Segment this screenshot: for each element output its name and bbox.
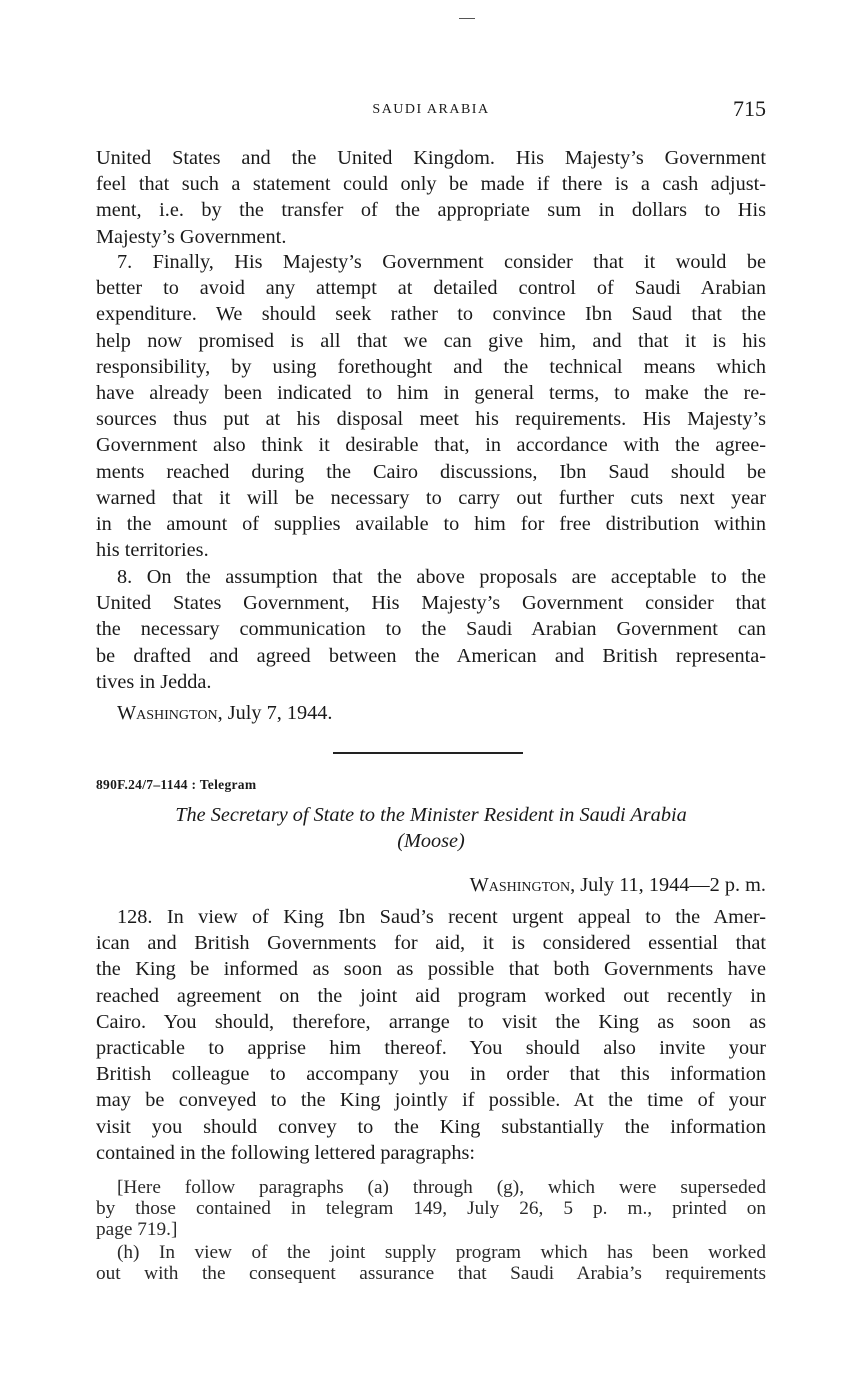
text-line: 128. In view of King Ibn Saud’s recent urgent appeal to the Amer- bbox=[117, 906, 766, 928]
text-line: the King be informed as soon as possible that both Governments have bbox=[96, 958, 766, 981]
text-line: contained in the following lettered paragraphs: bbox=[96, 1141, 476, 1164]
text-line: be drafted and agreed between the American and British representa- bbox=[96, 644, 766, 667]
text-line: Government also think it desirable that, in accordance with the agree- bbox=[96, 434, 766, 457]
page-number: 715 bbox=[733, 96, 766, 121]
text-line: help now promised is all that we can give him, and that it is his bbox=[96, 329, 766, 352]
paragraph-128 bbox=[96, 904, 766, 1166]
text-line: 7. Finally, His Majesty’s Government consider that it would be bbox=[117, 251, 766, 273]
section-divider bbox=[333, 752, 523, 754]
text-line: reached agreement on the joint aid program worked out recently in bbox=[96, 984, 766, 1007]
continued-paragraph bbox=[96, 145, 766, 250]
file-reference: 890F.24/7–1144 : Telegram bbox=[96, 777, 257, 792]
text-line: Majesty’s Government. bbox=[96, 225, 287, 248]
text-line: visit you should convey to the King substantially the information bbox=[96, 1115, 766, 1138]
text-line: ments reached during the Cairo discussions, Ibn Saud should be bbox=[96, 460, 766, 483]
text-line: expenditure. We should seek rather to convince Ibn Saud that the bbox=[96, 303, 766, 326]
heading-line: The Secretary of State to the Minister Resident in Saudi Arabia bbox=[175, 804, 687, 826]
dateline-date: , July 11, 1944—2 p. m. bbox=[570, 874, 766, 896]
text-line: responsibility, by using forethought and the technical means which bbox=[96, 355, 766, 378]
text-line: United States and the United Kingdom. His Majesty’s Government bbox=[96, 147, 766, 169]
text-line: ican and British Governments for aid, it is considered essential that bbox=[96, 932, 766, 955]
text-line: [Here follow paragraphs (a) through (g), which were superseded bbox=[117, 1177, 766, 1198]
text-line: sources thus put at his disposal meet his requirements. His Majesty’s bbox=[96, 408, 766, 431]
dateline-place: Washington bbox=[469, 874, 571, 896]
text-line: may be conveyed to the King jointly if possible. At the time of your bbox=[96, 1089, 766, 1112]
closing-place: Washington bbox=[117, 702, 218, 724]
running-title: SAUDI ARABIA bbox=[372, 102, 490, 117]
top-mark bbox=[459, 18, 475, 19]
closing-text bbox=[96, 700, 766, 726]
text-line: United States Government, His Majesty’s Government consider that bbox=[96, 592, 766, 615]
text-line: tives in Jedda. bbox=[96, 670, 212, 693]
text-line: feel that such a statement could only be made if there is a cash adjust- bbox=[96, 173, 766, 196]
paragraph-h bbox=[96, 1242, 766, 1284]
text-line: (h) In view of the joint supply program which has been worked bbox=[117, 1242, 766, 1263]
dateline bbox=[470, 874, 766, 897]
page-header bbox=[96, 96, 766, 130]
text-line: Cairo. You should, therefore, arrange to visit the King as soon as bbox=[96, 1010, 766, 1033]
text-line: the necessary communication to the Saudi Arabian Government can bbox=[96, 618, 766, 641]
text-line: in the amount of supplies available to him for free distribution within bbox=[96, 512, 766, 535]
text-line: have already been indicated to him in general terms, to make the re- bbox=[96, 381, 766, 404]
text-line: better to avoid any attempt at detailed control of Saudi Arabian bbox=[96, 277, 766, 300]
text-line: out with the consequent assurance that Saudi Arabia’s requirements bbox=[96, 1263, 766, 1284]
text-line: practicable to apprise him thereof. You should also invite your bbox=[96, 1036, 766, 1059]
document-heading bbox=[96, 802, 766, 854]
closing-line bbox=[96, 700, 766, 726]
text-line: British colleague to accompany you in order that this information bbox=[96, 1063, 766, 1086]
text-line: warned that it will be necessary to carry out further cuts next year bbox=[96, 486, 766, 509]
text-line: 8. On the assumption that the above proposals are acceptable to the bbox=[117, 566, 766, 588]
editorial-note bbox=[96, 1177, 766, 1240]
closing-date: , July 7, 1944. bbox=[217, 702, 333, 724]
paragraph-7 bbox=[96, 249, 766, 563]
paragraph-8 bbox=[96, 564, 766, 695]
text-line: ment, i.e. by the transfer of the appropriate sum in dollars to His bbox=[96, 199, 766, 222]
heading-line: (Moose) bbox=[397, 830, 465, 852]
text-line: by those contained in telegram 149, July 26, 5 p. m., printed on bbox=[96, 1198, 766, 1219]
text-line: page 719.] bbox=[96, 1219, 178, 1240]
text-line: his territories. bbox=[96, 539, 209, 562]
